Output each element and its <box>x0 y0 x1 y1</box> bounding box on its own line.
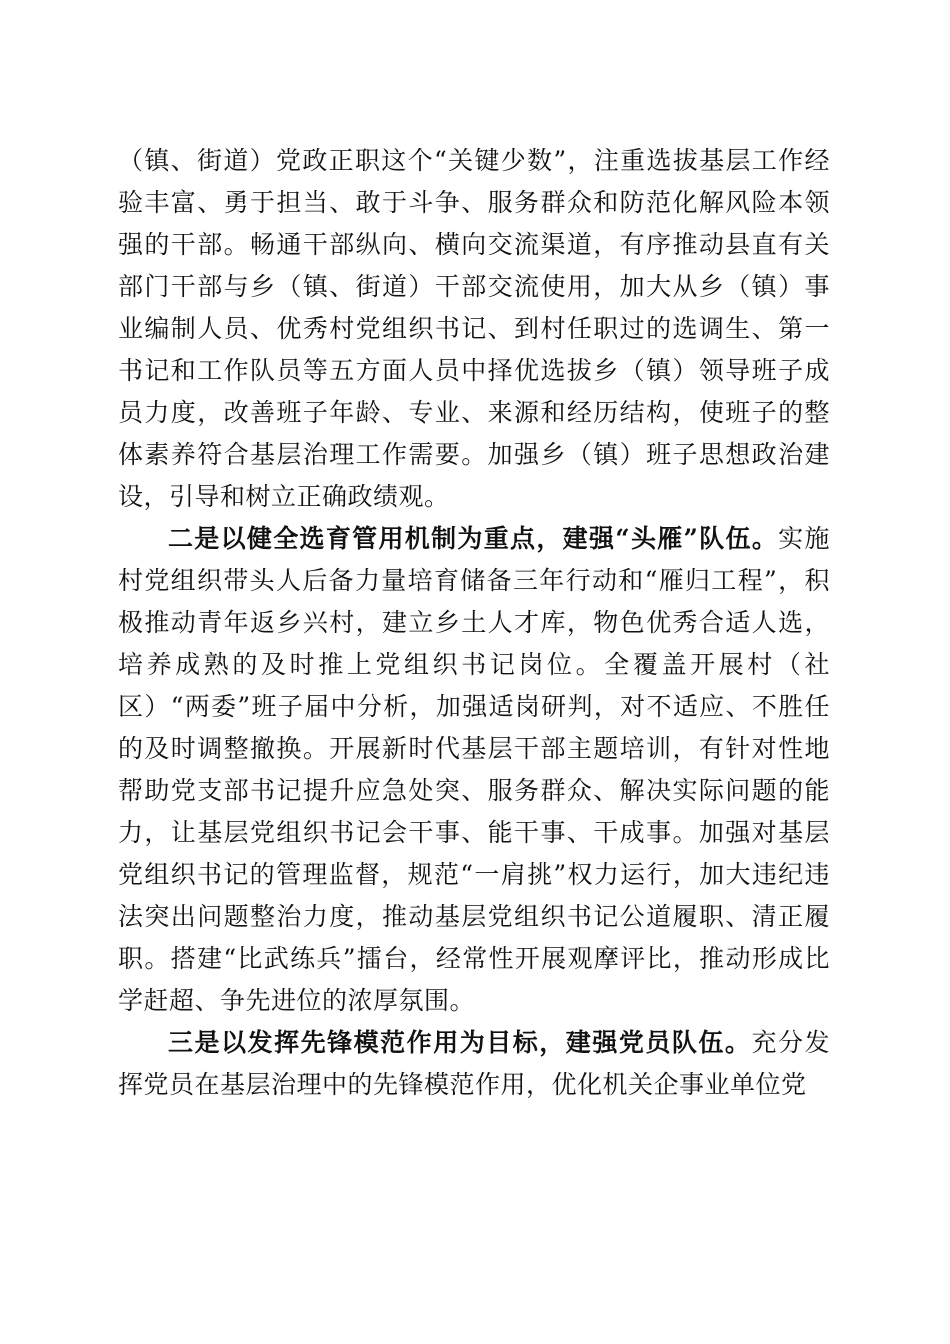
paragraph-1 <box>118 140 830 518</box>
paragraph-3-text: 充分发挥党员在基层治理中的先锋模范作用，优化机关企事业单位党 <box>118 1028 830 1099</box>
paragraph-2-text: 实施村党组织带头人后备力量培育储备三年行动和“雁归工程”，积极推动青年返乡兴村，建立乡土人才库，物色优秀合适人选，培养成熟的及时推上党组织书记岗位。全覆盖开展村（社区）“两委”班子届中分析，加强适岗研判，对不适应、不胜任的及时调整撤换。开展新时代基层干部主题培训，有针对性地帮助党支部书记提升应急处突、服务群众、解决实际问题的能力，让基层党组织书记会干事、能干事、干成事。加强对基层党组织书记的管理监督，规范“一肩挑”权力运行，加大违纪违法突出问题整治力度，推动基层党组织书记公道履职、清正履职。搭建“比武练兵”擂台，经常性开展观摩评比，推动形成比学赶超、争先进位的浓厚氛围。 <box>118 524 830 1015</box>
paragraph-1-text: （镇、街道）党政正职这个“关键少数”，注重选拔基层工作经验丰富、勇于担当、敢于斗争、服务群众和防范化解风险本领强的干部。畅通干部纵向、横向交流渠道，有序推动县直有关部门干部与乡（镇、街道）干部交流使用，加大从乡（镇）事业编制人员、优秀村党组织书记、到村任职过的选调生、第一书记和工作队员等五方面人员中择优选拔乡（镇）领导班子成员力度，改善班子年龄、专业、来源和经历结构，使班子的整体素养符合基层治理工作需要。加强乡（镇）班子思想政治建设，引导和树立正确政绩观。 <box>118 146 830 511</box>
document-body <box>118 140 830 1106</box>
paragraph-2 <box>118 518 830 1022</box>
paragraph-3 <box>118 1022 830 1106</box>
paragraph-3-heading: 三是以发挥先锋模范作用为目标，建强党员队伍。 <box>168 1028 752 1057</box>
paragraph-2-heading: 二是以健全选育管用机制为重点，建强“头雁”队伍。 <box>168 524 779 553</box>
